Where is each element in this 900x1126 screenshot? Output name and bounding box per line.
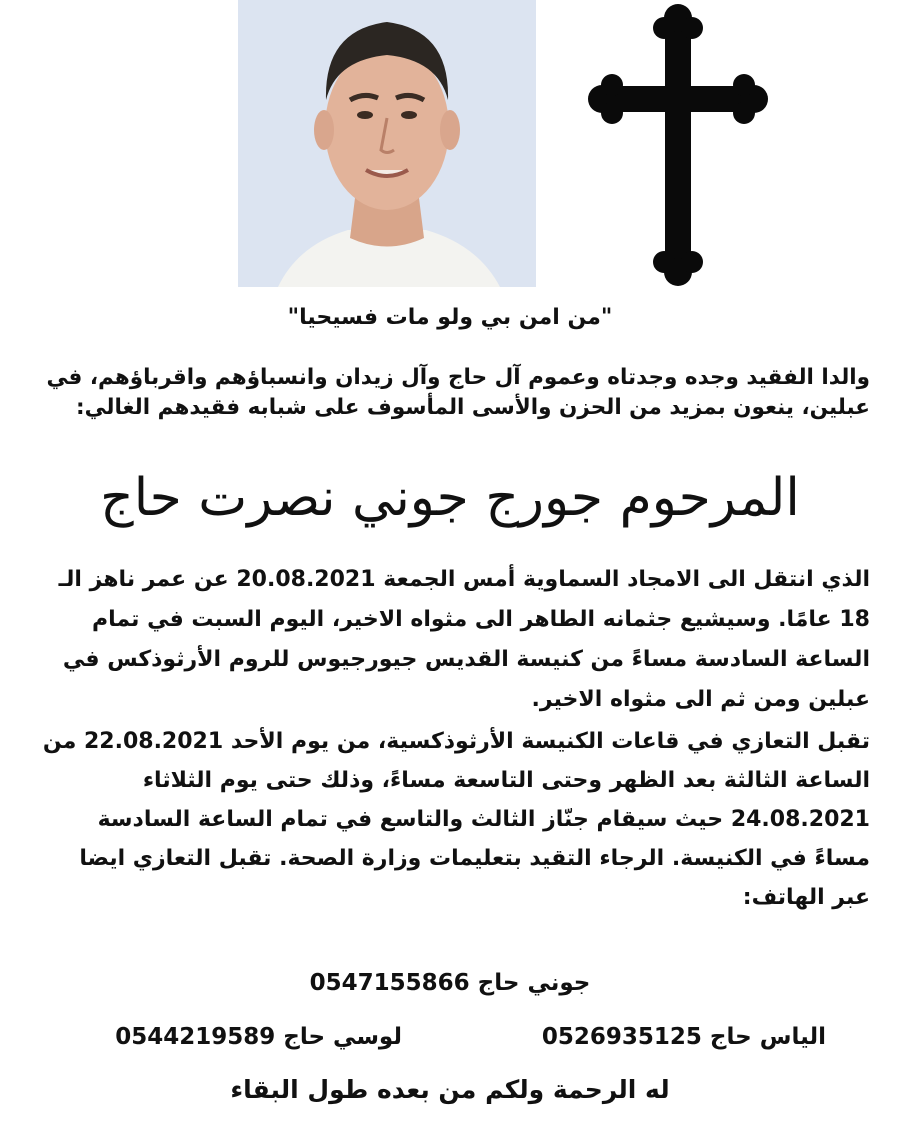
phone-contact-lucy (82, 1024, 402, 1050)
contact-name: لوسي حاج (283, 1024, 402, 1050)
deceased-name: المرحوم جورج جوني نصرت حاج (100, 468, 800, 528)
phone-number[interactable]: 0547155866 (309, 970, 470, 996)
intro-line: والدا الفقيد وجده وجدتاه وعموم آل حاج وآل زيدان وانسباؤهم واقرباؤهم، في (46, 365, 870, 390)
phone-number[interactable]: 0544219589 (115, 1024, 276, 1050)
funeral-paragraph (30, 560, 870, 720)
phone-contact-elias (506, 1024, 826, 1050)
condolence-line: الساعة الثالثة بعد الظهر وحتى التاسعة مساءً، وذلك حتى يوم الثلاثاء (142, 768, 870, 793)
condolence-paragraph (30, 722, 870, 917)
condolence-line: تقبل التعازي في قاعات الكنيسة الأرثوذكسية، من يوم الأحد 22.08.2021 من (42, 729, 870, 754)
closing-blessing: له الرحمة ولكم من بعده طول البقاء (230, 1075, 670, 1104)
bible-quote: "من امن بي ولو مات فسيحيا" (287, 305, 613, 330)
funeral-line: الساعة السادسة مساءً من كنيسة القديس جيورجيوس للروم الأرثوذكس في (62, 647, 870, 672)
funeral-line: 18 عامًا. وسيشيع جثمانه الطاهر الى مثواه الاخير، اليوم السبت في تمام (92, 607, 870, 632)
portrait-illustration (238, 0, 536, 287)
funeral-line: عبلين ومن ثم الى مثواه الاخير. (531, 687, 870, 712)
deceased-photo (238, 0, 536, 287)
phone-number[interactable]: 0526935125 (541, 1024, 702, 1050)
contact-name: الياس حاج (709, 1024, 826, 1050)
condolence-line: عبر الهاتف: (742, 885, 870, 910)
condolence-line: مساءً في الكنيسة. الرجاء التقيد بتعليمات وزارة الصحة. تقبل التعازي ايضا (79, 846, 870, 871)
phone-contact-johnny (0, 970, 900, 996)
intro-paragraph (30, 363, 870, 423)
cross-icon (588, 0, 768, 290)
intro-line: عبلين، ينعون بمزيد من الحزن والأسى المأسوف على شبابه فقيدهم الغالي: (76, 395, 870, 420)
contact-name: جوني حاج (477, 970, 591, 996)
funeral-line: الذي انتقل الى الامجاد السماوية أمس الجمعة 20.08.2021 عن عمر ناهز الـ (58, 567, 870, 592)
condolence-line: 24.08.2021 حيث سيقام جنّاز الثالث والتاسع في تمام الساعة السادسة (97, 807, 870, 832)
